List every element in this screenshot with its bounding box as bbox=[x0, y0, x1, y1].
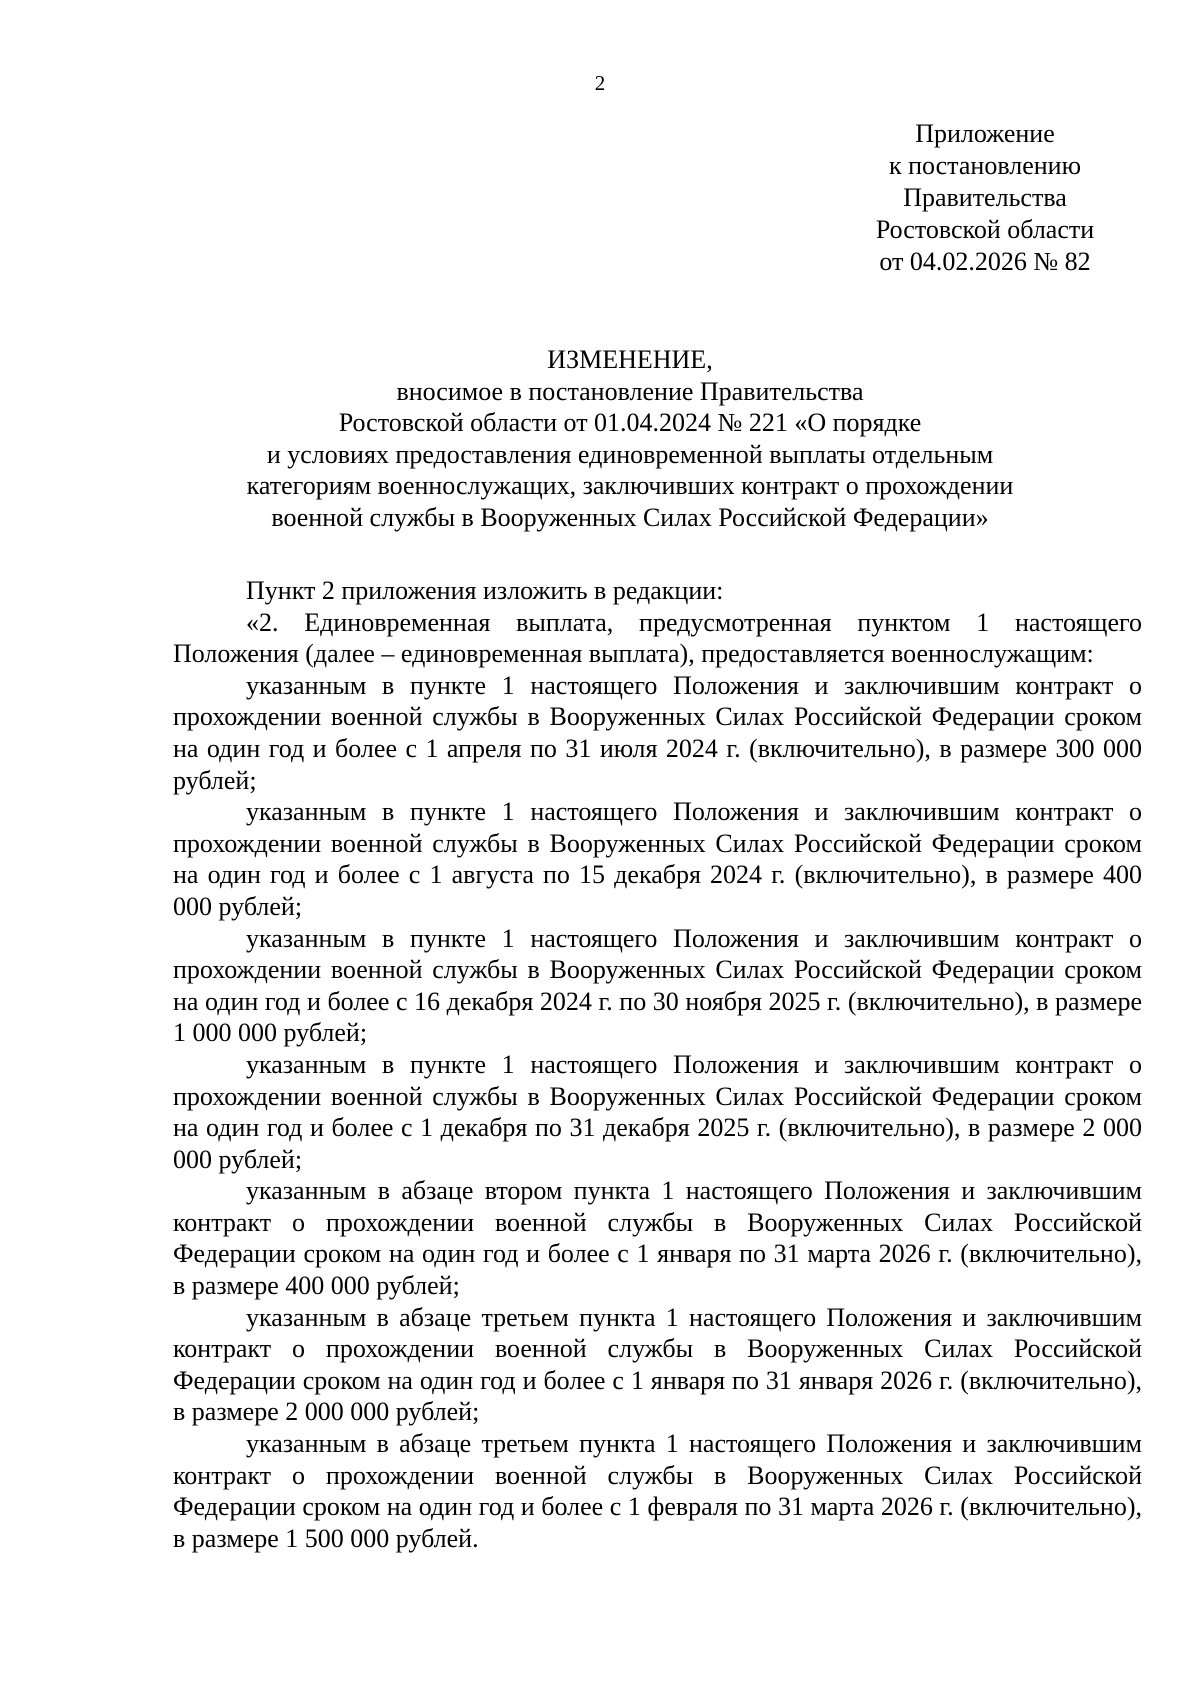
document-body bbox=[173, 575, 1142, 1554]
title-line: Ростовской области от 01.04.2024 № 221 «О порядке bbox=[338, 408, 922, 437]
title-line: вносимое в постановление Правительства bbox=[396, 376, 864, 406]
page-number: 2 bbox=[594, 71, 606, 95]
attachment-line: Правительства bbox=[903, 183, 1067, 212]
body-paragraph: «2. Единовременная выплата, предусмотренная пунктом 1 настоящего Положения (далее – единовременная выплата), предоставляется военнослужащим: bbox=[173, 607, 1142, 669]
title-heading: ИЗМЕНЕНИЕ, bbox=[547, 345, 713, 374]
attachment-line: Приложение bbox=[915, 119, 1055, 148]
body-paragraph: указанным в пункте 1 настоящего Положения и заключившим контракт о прохождении военной службы в Вооруженных Силах Российской Федерации сроком на один год и более с 1 декабря по 31 декабря 2025 г. (включительно), в размере 2 000 000 рублей; bbox=[173, 1049, 1142, 1174]
attachment-line: от 04.02.2026 № 82 bbox=[879, 247, 1091, 276]
body-paragraph: указанным в пункте 1 настоящего Положения и заключившим контракт о прохождении военной службы в Вооруженных Силах Российской Федерации сроком на один год и более с 1 апреля по 31 июля 2024 г. (включительно), в размере 300 000 рублей; bbox=[173, 670, 1142, 795]
attachment-line: к постановлению bbox=[888, 151, 1082, 180]
title-line: и условиях предоставления единовременной выплаты отдельным bbox=[266, 439, 994, 469]
attachment-block bbox=[820, 118, 1150, 278]
body-paragraph: указанным в абзаце третьем пункта 1 настоящего Положения и заключившим контракт о прохождении военной службы в Вооруженных Силах Российской Федерации сроком на один год и более с 1 января по 31 января 2026 г. (включительно), в размере 2 000 000 рублей; bbox=[173, 1302, 1142, 1427]
title-line: категориям военнослужащих, заключивших контракт о прохождении bbox=[246, 471, 1014, 500]
document-title bbox=[170, 344, 1090, 533]
body-paragraph: указанным в пункте 1 настоящего Положения и заключившим контракт о прохождении военной службы в Вооруженных Силах Российской Федерации сроком на один год и более с 1 августа по 15 декабря 2024 г. (включительно), в размере 400 000 рублей; bbox=[173, 797, 1142, 921]
body-paragraph: указанным в пункте 1 настоящего Положения и заключившим контракт о прохождении военной службы в Вооруженных Силах Российской Федерации сроком на один год и более с 16 декабря 2024 г. по 30 ноября 2025 г. (включительно), в размере 1 000 000 рублей; bbox=[173, 923, 1142, 1048]
attachment-line: Ростовской области bbox=[875, 215, 1095, 244]
body-paragraph: указанным в абзаце втором пункта 1 настоящего Положения и заключившим контракт о прохождении военной службы в Вооруженных Силах Российской Федерации сроком на один год и более с 1 января по 31 марта 2026 г. (включительно), в размере 400 000 рублей; bbox=[173, 1176, 1142, 1301]
title-line: военной службы в Вооруженных Силах Российской Федерации» bbox=[271, 502, 989, 532]
body-paragraph: указанным в абзаце третьем пункта 1 настоящего Положения и заключившим контракт о прохождении военной службы в Вооруженных Силах Российской Федерации сроком на один год и более с 1 февраля по 31 марта 2026 г. (включительно), в размере 1 500 000 рублей. bbox=[173, 1429, 1142, 1553]
body-paragraph: Пункт 2 приложения изложить в редакции: bbox=[246, 576, 724, 605]
